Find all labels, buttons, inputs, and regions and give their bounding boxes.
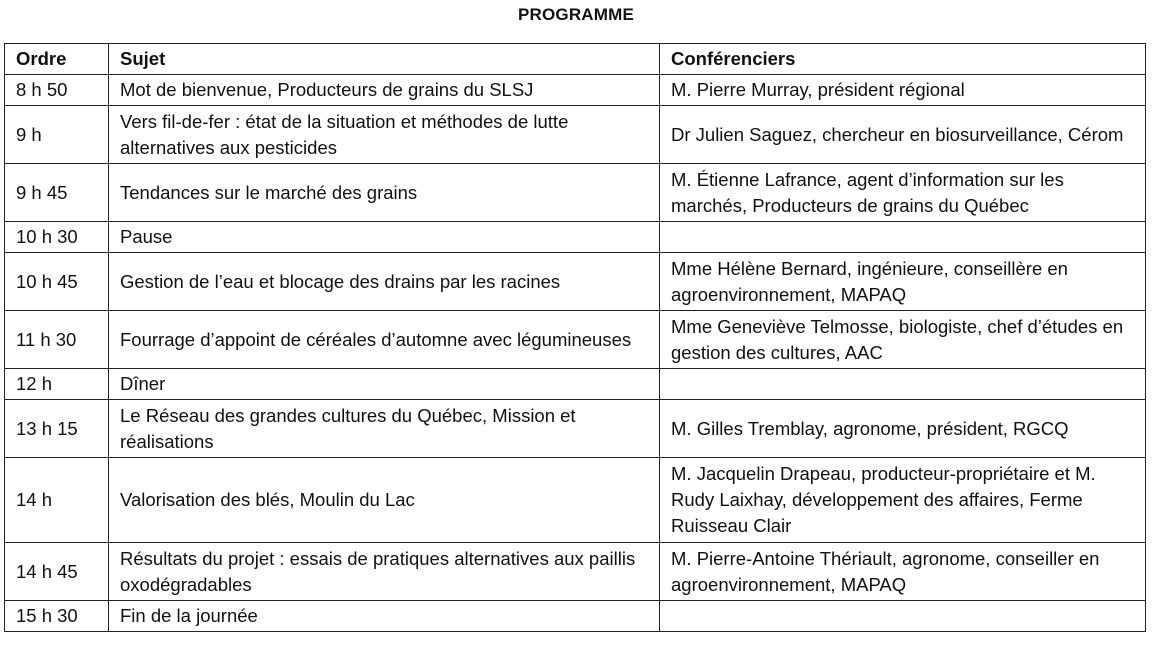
time-cell: 15 h 30 (5, 601, 109, 632)
time-cell: 13 h 15 (5, 400, 109, 458)
time-cell: 9 h (5, 106, 109, 164)
table-row (5, 253, 1146, 311)
table-row (5, 369, 1146, 400)
table-row (5, 164, 1146, 222)
table-header-row (5, 44, 1146, 75)
table-row (5, 311, 1146, 369)
time-cell: 14 h (5, 458, 109, 543)
speakers-cell: Mme Geneviève Telmosse, biologiste, chef d’études en gestion des cultures, AAC (660, 311, 1146, 369)
header-conferenciers: Conférenciers (660, 44, 1146, 75)
program-table (4, 43, 1146, 632)
subject-cell: Tendances sur le marché des grains (109, 164, 660, 222)
time-cell: 10 h 45 (5, 253, 109, 311)
subject-cell: Valorisation des blés, Moulin du Lac (109, 458, 660, 543)
speakers-cell (660, 369, 1146, 400)
speakers-cell: M. Étienne Lafrance, agent d’information sur les marchés, Producteurs de grains du Québec (660, 164, 1146, 222)
subject-cell: Résultats du projet : essais de pratiques alternatives aux paillis oxodégradables (109, 543, 660, 601)
time-cell: 11 h 30 (5, 311, 109, 369)
table-row (5, 543, 1146, 601)
time-cell: 9 h 45 (5, 164, 109, 222)
time-cell: 12 h (5, 369, 109, 400)
table-row (5, 75, 1146, 106)
subject-cell: Gestion de l’eau et blocage des drains par les racines (109, 253, 660, 311)
speakers-cell: M. Pierre-Antoine Thériault, agronome, conseiller en agroenvironnement, MAPAQ (660, 543, 1146, 601)
subject-cell: Le Réseau des grandes cultures du Québec, Mission et réalisations (109, 400, 660, 458)
table-row (5, 222, 1146, 253)
time-cell: 14 h 45 (5, 543, 109, 601)
speakers-cell: M. Pierre Murray, président régional (660, 75, 1146, 106)
speakers-cell: M. Jacquelin Drapeau, producteur-propriétaire et M. Rudy Laixhay, développement des affaires, Ferme Ruisseau Clair (660, 458, 1146, 543)
speakers-cell (660, 601, 1146, 632)
speakers-cell: Mme Hélène Bernard, ingénieure, conseillère en agroenvironnement, MAPAQ (660, 253, 1146, 311)
subject-cell: Vers fil-de-fer : état de la situation et méthodes de lutte alternatives aux pesticides (109, 106, 660, 164)
speakers-cell: M. Gilles Tremblay, agronome, président, RGCQ (660, 400, 1146, 458)
time-cell: 8 h 50 (5, 75, 109, 106)
table-row (5, 458, 1146, 543)
header-ordre: Ordre (5, 44, 109, 75)
time-cell: 10 h 30 (5, 222, 109, 253)
subject-cell: Fin de la journée (109, 601, 660, 632)
subject-cell: Dîner (109, 369, 660, 400)
page-title: PROGRAMME (517, 5, 635, 24)
table-row (5, 601, 1146, 632)
speakers-cell: Dr Julien Saguez, chercheur en biosurveillance, Cérom (660, 106, 1146, 164)
subject-cell: Fourrage d’appoint de céréales d’automne avec légumineuses (109, 311, 660, 369)
speakers-cell (660, 222, 1146, 253)
table-row (5, 106, 1146, 164)
table-row (5, 400, 1146, 458)
subject-cell: Mot de bienvenue, Producteurs de grains du SLSJ (109, 75, 660, 106)
header-sujet: Sujet (109, 44, 660, 75)
subject-cell: Pause (109, 222, 660, 253)
